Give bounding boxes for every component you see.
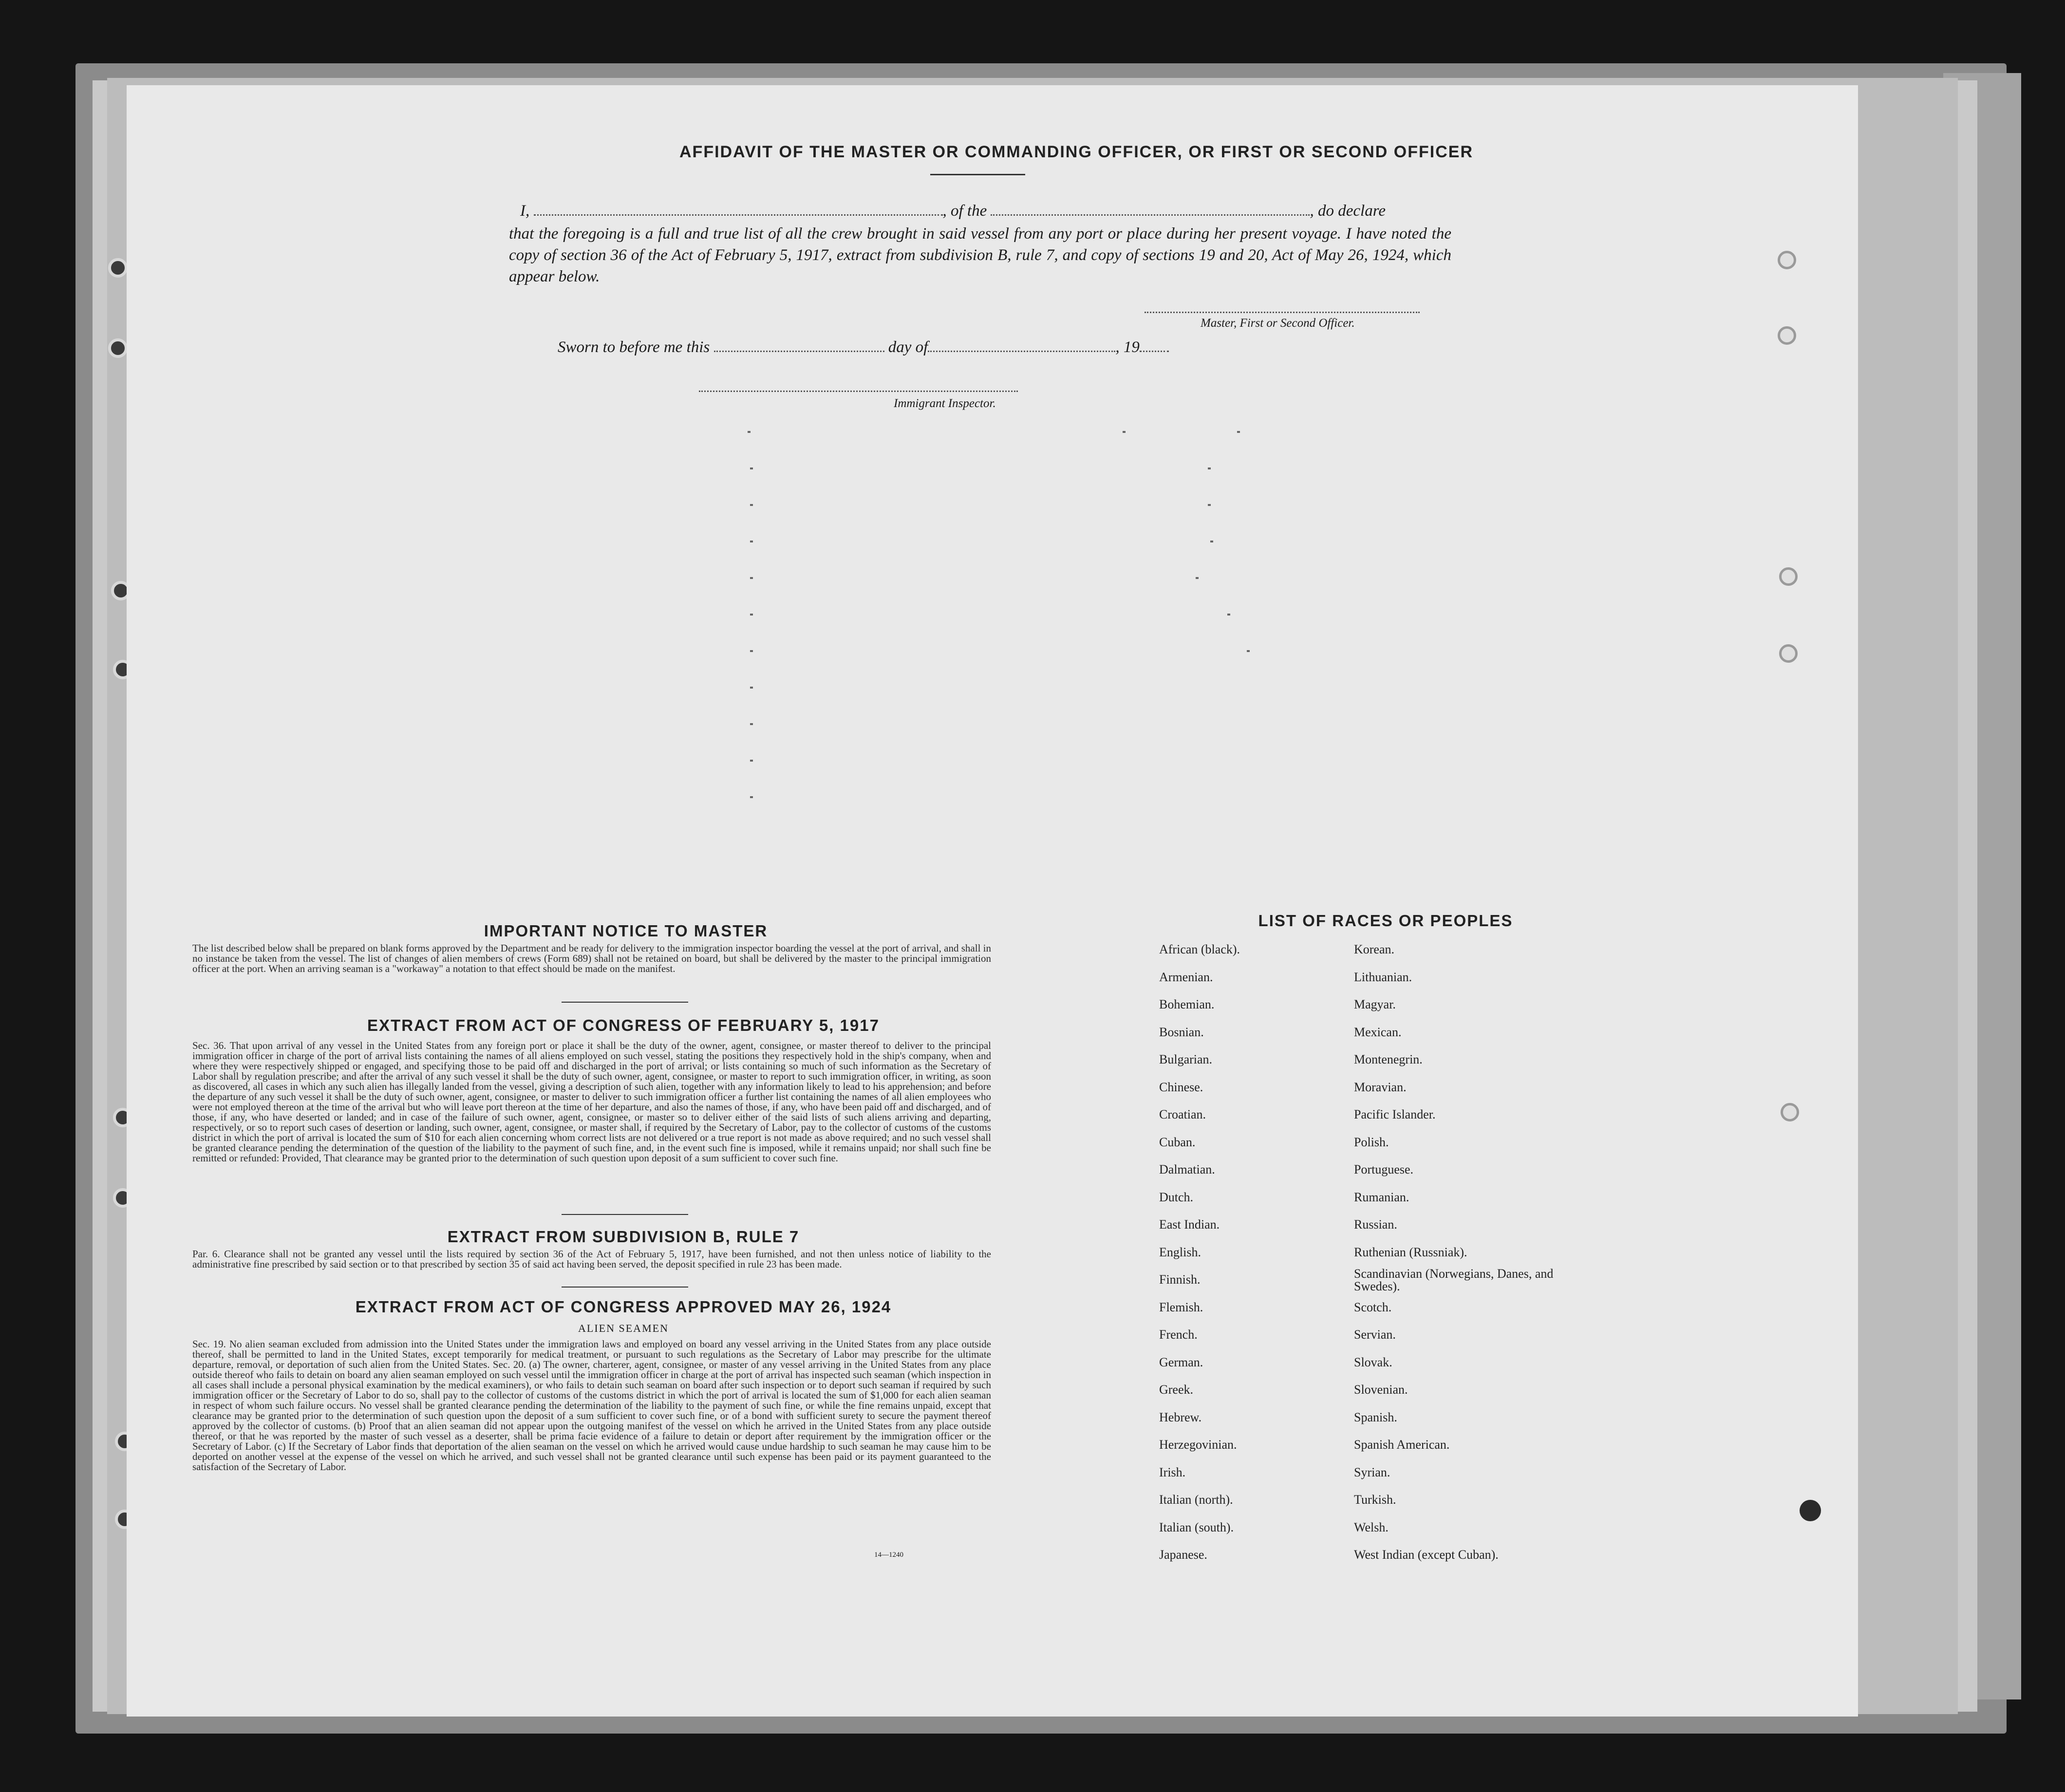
race-item: Portuguese. bbox=[1354, 1162, 1414, 1176]
punch-hole-icon bbox=[1779, 567, 1798, 586]
name-blank[interactable] bbox=[534, 214, 943, 216]
race-item: Polish. bbox=[1354, 1135, 1389, 1149]
race-item: Bosnian. bbox=[1159, 1025, 1204, 1039]
affidavit-declare-label: , do declare bbox=[1310, 202, 1386, 220]
extract-1924-title: EXTRACT FROM ACT OF CONGRESS APPROVED MAY 26, 1924 bbox=[355, 1298, 892, 1316]
affidavit-of-the-label: , of the bbox=[942, 202, 987, 220]
race-item: Lithuanian. bbox=[1354, 970, 1412, 984]
race-item: Irish. bbox=[1159, 1465, 1186, 1479]
race-item: Rumanian. bbox=[1354, 1190, 1409, 1204]
race-item: Italian (south). bbox=[1159, 1520, 1234, 1534]
race-item: Montenegrin. bbox=[1354, 1052, 1423, 1066]
year-blank[interactable] bbox=[1140, 351, 1169, 352]
notice-divider bbox=[562, 1002, 688, 1003]
race-item: Armenian. bbox=[1159, 970, 1213, 984]
race-item: Moravian. bbox=[1354, 1080, 1407, 1094]
notice-title: IMPORTANT NOTICE TO MASTER bbox=[484, 922, 768, 940]
race-item: Turkish. bbox=[1354, 1493, 1396, 1507]
races-right-column bbox=[1354, 942, 1695, 1663]
master-signature-label: Master, First or Second Officer. bbox=[1201, 317, 1355, 330]
month-blank[interactable] bbox=[928, 351, 1115, 352]
title-underline bbox=[930, 174, 1025, 175]
vessel-blank[interactable] bbox=[991, 214, 1310, 216]
race-item: Japanese. bbox=[1159, 1548, 1207, 1562]
day-of-label: day of bbox=[888, 338, 928, 356]
extract-1917-title: EXTRACT FROM ACT OF CONGRESS OF FEBRUARY 5, 1917 bbox=[367, 1016, 880, 1034]
race-item: Slovak. bbox=[1354, 1355, 1392, 1369]
binder-ring-icon bbox=[108, 258, 128, 278]
race-item: Scotch. bbox=[1354, 1300, 1392, 1314]
race-item: Mexican. bbox=[1354, 1025, 1402, 1039]
race-item: Italian (north). bbox=[1159, 1493, 1233, 1507]
race-item: Cuban. bbox=[1159, 1135, 1196, 1149]
race-item: Bohemian. bbox=[1159, 997, 1215, 1011]
race-item: Croatian. bbox=[1159, 1107, 1206, 1121]
inspector-signature-label: Immigrant Inspector. bbox=[894, 397, 996, 410]
subdivision-divider bbox=[562, 1287, 688, 1288]
race-item: Finnish. bbox=[1159, 1272, 1201, 1287]
race-item: Spanish American. bbox=[1354, 1437, 1450, 1452]
extract-1917-divider bbox=[562, 1214, 688, 1215]
day-blank[interactable] bbox=[714, 351, 884, 352]
punch-hole-icon bbox=[1781, 1103, 1799, 1121]
binder-ring-icon bbox=[108, 338, 128, 358]
race-item: Dalmatian. bbox=[1159, 1162, 1215, 1176]
punch-hole-icon bbox=[1779, 644, 1798, 663]
race-item: Dutch. bbox=[1159, 1190, 1194, 1204]
race-item: Bulgarian. bbox=[1159, 1052, 1213, 1066]
affidavit-body: that the foregoing is a full and true list of all the crew brought in said vessel from any port or place during her present voyage. I have noted the copy of section 36 of the Act of February 5, 1917, extract from subdivision B, rule 7, and copy of sections 19 and 20, Act of May 26, 1924, which appear below. bbox=[509, 225, 1451, 285]
race-item: Russian. bbox=[1354, 1217, 1397, 1232]
race-item: Magyar. bbox=[1354, 997, 1396, 1011]
race-item: Chinese. bbox=[1159, 1080, 1203, 1094]
race-item: English. bbox=[1159, 1245, 1201, 1259]
notice-text: The list described below shall be prepared on blank forms approved by the Department and be ready for delivery to the immigration inspector boarding the vessel at the port of arrival, and shall in no instance be taken from the vessel. The list of changes of alien members of crews (Form 689) shall not be retained on board, but shall be delivered by the master to the principal immigration officer at the port. When an arriving seaman is a "workaway" a notation to that effect should be made on the manifest. bbox=[192, 942, 991, 974]
sworn-line bbox=[558, 338, 1169, 356]
dot-mark-icon bbox=[1800, 1500, 1821, 1521]
subdivision-title: EXTRACT FROM SUBDIVISION B, RULE 7 bbox=[447, 1228, 800, 1246]
race-item: Slovenian. bbox=[1354, 1382, 1408, 1397]
affidavit-i-label: I, bbox=[520, 202, 530, 220]
race-item: Korean. bbox=[1354, 942, 1395, 956]
race-item: African (black). bbox=[1159, 942, 1240, 956]
race-item: Herzegovinian. bbox=[1159, 1437, 1237, 1452]
form-number: 14—1240 bbox=[874, 1551, 903, 1559]
extract-1924-text: Sec. 19. No alien seaman excluded from admission into the United States under the immigration laws and employed on board any vessel arriving in the United States from any place outside thereof, shall be permitted to land in the United States, except temporarily for medical treatment, or pursuant to such regulations as the Secretary of Labor may prescribe for the ultimate departure, removal, or deportation of such alien from the United States. Sec. 20. (a) The owner, charterer, agent, consignee, or master of any vessel arriving in the United States from any place outside thereof who fails to detain on board any alien seaman employed on such vessel until the immigration officer in charge at the port of arrival has inspected such seaman (which inspection in all cases shall include a personal physical examination by the medical examiners), or who fails to detain such seaman on board after such inspection or to deport such seaman if required by such immigration officer or the Secretary of Labor to do so, shall pay to the collector of customs of the customs district in which the port of arrival is located the sum of $1,000 for each alien seaman in respect of whom such failure occurs. No vessel shall be granted clearance pending the determination of the liability to the payment of such fine, or while the fine remains unpaid, except that clearance may be granted prior to the determination of such question upon the deposit of a sum sufficient to cover such fine, or of a bond with sufficient surety to secure the payment thereof approved by the collector of customs. (b) Proof that an alien seaman did not appear upon the outgoing manifest of the vessel on which he arrived in the United States from any place outside thereof, or that he was reported by the master of such vessel as a deserter, shall be prima facie evidence of a failure to detain or deport after requirement by the immigration officer or the Secretary of Labor. (c) If the Secretary of Labor finds that deportation of the alien seaman on the vessel on which he arrived would cause undue hardship to such seaman he may cause him to be deported on another vessel at the expense of the vessel on which he arrived, and such vessel shall not be granted clearance until such expense has been paid or its payment guaranteed to the satisfaction of the Secretary of Labor. bbox=[192, 1338, 991, 1473]
year-label: , 19 bbox=[1115, 338, 1140, 356]
race-item: Servian. bbox=[1354, 1327, 1396, 1342]
subdivision-text: Par. 6. Clearance shall not be granted any vessel until the lists required by section 36 of the Act of February 5, 1917, have been furnished, and not then unless notice of liability to the administrative fine prescribed by said section or to that prescribed by section 35 of said act having been served, the deposit specified in rule 23 has been made. bbox=[192, 1248, 991, 1270]
race-item: German. bbox=[1159, 1355, 1203, 1369]
race-item: Greek. bbox=[1159, 1382, 1194, 1397]
document-page bbox=[127, 85, 1858, 1717]
race-item: Syrian. bbox=[1354, 1465, 1390, 1479]
race-item: Welsh. bbox=[1354, 1520, 1389, 1534]
alien-seamen-subtitle: ALIEN SEAMEN bbox=[578, 1322, 669, 1334]
race-item: Hebrew. bbox=[1159, 1410, 1202, 1424]
punch-hole-icon bbox=[1778, 251, 1796, 269]
affidavit-line-1 bbox=[520, 202, 1386, 220]
races-title: LIST OF RACES OR PEOPLES bbox=[1258, 912, 1513, 930]
race-item: Flemish. bbox=[1159, 1300, 1203, 1314]
race-item: West Indian (except Cuban). bbox=[1354, 1548, 1499, 1562]
extract-1917-text: Sec. 36. That upon arrival of any vessel in the United States from any foreign port or place it shall be the duty of the owner, agent, consignee, or master thereof to deliver to the principal immigration officer in charge of the port of arrival lists containing the names of all aliens employed on such vessel, stating the positions they respectively hold in the ship's company, when and where they were respectively shipped or engaged, and specifying those to be paid off and discharged in the port of arrival; or lists containing so much of such information as the Secretary of Labor shall by regulation prescribe; and after the arrival of any such vessel it shall be the duty of such owner, agent, consignee, or master to report to such immigration officer, in writing, as soon as discovered, all cases in which any such alien has illegally landed from the vessel, giving a description of such alien, together with any information likely to lead to his apprehension; and before the departure of any such vessel it shall be the duty of such owner, agent, consignee, or master to deliver to such immigration officer a further list containing the names of all alien employees who were not employed thereon at the time of the arrival but who will leave port thereon at the time of her departure, and also the names of those, if any, who have been paid off and discharged, and of those, if any, who have deserted or landed; and in case of the failure of such owner, agent, consignee, or master so to deliver either of the said lists of such aliens arriving and departing, respectively, or so to report such cases of desertion or landing, such owner, agent, consignee, or master shall, if required by the Secretary of Labor, pay to the collector of customs of the customs district in which the port of arrival is located the sum of $10 for each alien concerning whom correct lists are not delivered or a true report is not made as above required; and no such vessel shall be granted clearance pending the determination of the question of the liability to the payment of such fine, and, in the event such fine is imposed, while it remains unpaid; nor shall such fine be remitted or refunded: Provided, That clearance may be granted prior to the determination of such question upon deposit of a sum sufficient to cover such fine. bbox=[192, 1040, 991, 1164]
punch-hole-icon bbox=[1778, 326, 1796, 345]
inspector-signature-line[interactable] bbox=[699, 391, 1018, 392]
master-signature-line[interactable] bbox=[1145, 312, 1420, 313]
affidavit-title: AFFIDAVIT OF THE MASTER OR COMMANDING OFFICER, OR FIRST OR SECOND OFFICER bbox=[679, 143, 1473, 161]
race-item: East Indian. bbox=[1159, 1217, 1220, 1232]
race-item: French. bbox=[1159, 1327, 1198, 1342]
sworn-label: Sworn to before me this bbox=[558, 338, 710, 356]
race-item: Scandinavian (Norwegians, Danes, and Swedes). bbox=[1354, 1267, 1554, 1293]
race-item: Spanish. bbox=[1354, 1410, 1397, 1424]
race-item: Pacific Islander. bbox=[1354, 1107, 1436, 1121]
race-item: Ruthenian (Russniak). bbox=[1354, 1245, 1467, 1259]
